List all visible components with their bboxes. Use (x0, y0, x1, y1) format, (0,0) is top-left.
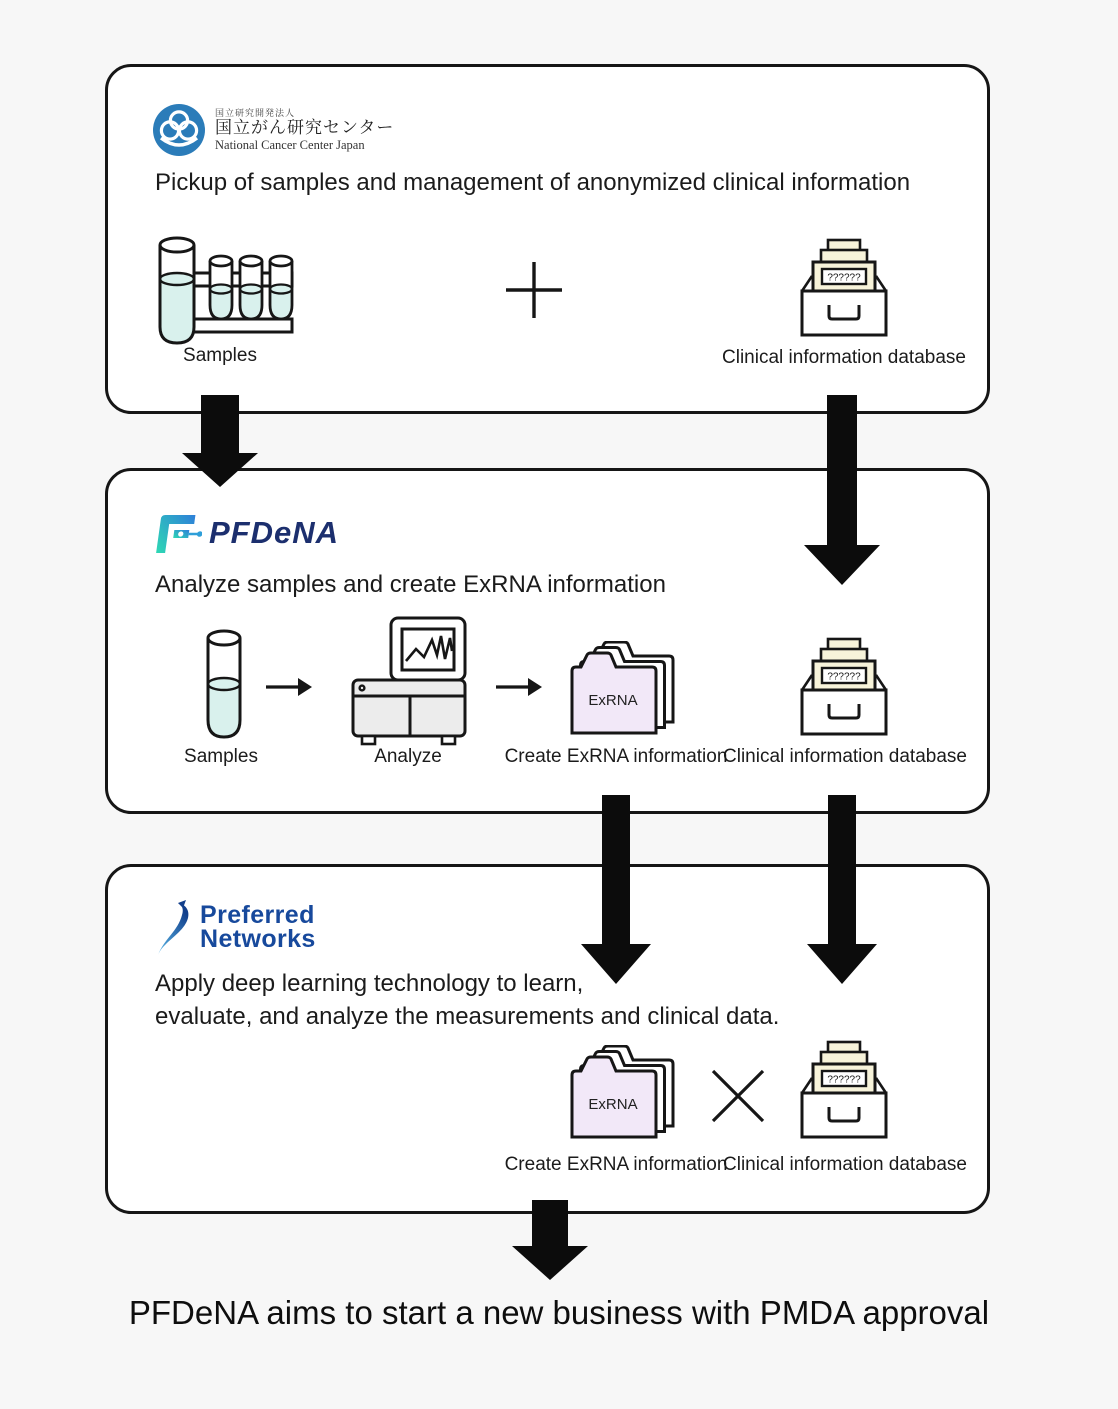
preferred-networks-logo-text (200, 901, 316, 953)
ncc-jp-main-label: 国立がん研究センター (215, 118, 395, 138)
exrna-folder-text: ExRNA (588, 1096, 638, 1113)
plus-icon (503, 259, 565, 326)
down-arrow-samples (182, 395, 258, 487)
preferred-networks-logo (152, 899, 316, 957)
exrna-label: Create ExRNA information (504, 1154, 728, 1175)
database-card-text: ?????? (827, 272, 861, 284)
panel-national-cancer-center (105, 64, 990, 414)
pfdena-logo-text: PFDeNA (209, 515, 340, 550)
panel3-title (155, 967, 779, 1033)
right-arrow-icon (495, 674, 543, 700)
pfdena-icon (152, 511, 202, 555)
card-file-database-icon (798, 237, 890, 344)
down-arrow-final (512, 1200, 588, 1280)
ncc-trefoil-icon (152, 103, 206, 157)
pn-line2: Networks (200, 925, 316, 953)
database-label: Clinical information database (723, 746, 967, 767)
analyzer-machine-icon (351, 616, 471, 753)
exrna-folders-icon (568, 641, 678, 742)
national-cancer-center-logo (152, 103, 394, 157)
pfdena-logo (152, 511, 339, 555)
analyze-label: Analyze (374, 746, 442, 767)
down-arrow-database (807, 795, 877, 984)
pn-line1: Preferred (200, 901, 315, 930)
database-card-text: ?????? (827, 1074, 861, 1086)
exrna-folders-icon (568, 1045, 678, 1146)
down-arrow-exrna (581, 795, 651, 984)
panel2-title: Analyze samples and create ExRNA information (155, 571, 666, 598)
panel3-title-line2: evaluate, and analyze the measurements and clinical data. (155, 1003, 780, 1031)
preferred-networks-icon (152, 899, 194, 957)
exrna-folder-text: ExRNA (588, 692, 638, 709)
ncc-logo-text (215, 108, 394, 152)
database-label: Clinical information database (722, 347, 966, 368)
panel3-title-line1: Apply deep learning technology to learn, (155, 970, 584, 997)
samples-label: Samples (183, 345, 257, 366)
samples-label: Samples (184, 746, 258, 767)
right-arrow-icon (265, 674, 313, 700)
conclusion-text: PFDeNA aims to start a new business with PMDA approval (128, 1294, 990, 1331)
card-file-database-icon (798, 636, 890, 743)
multiply-icon (709, 1067, 767, 1130)
ncc-en-label: National Cancer Center Japan (215, 137, 365, 152)
test-tube-rack-icon (150, 233, 296, 358)
exrna-label: Create ExRNA information (504, 746, 728, 767)
database-card-text: ?????? (827, 671, 861, 683)
panel1-title: Pickup of samples and management of anonymized clinical information (155, 169, 911, 196)
test-tube-icon (202, 624, 246, 749)
ncc-jp-small-label: 国立研究開発法人 (215, 107, 296, 118)
database-label: Clinical information database (723, 1154, 967, 1175)
card-file-database-icon (798, 1039, 890, 1146)
down-arrow-database-long (804, 395, 880, 585)
